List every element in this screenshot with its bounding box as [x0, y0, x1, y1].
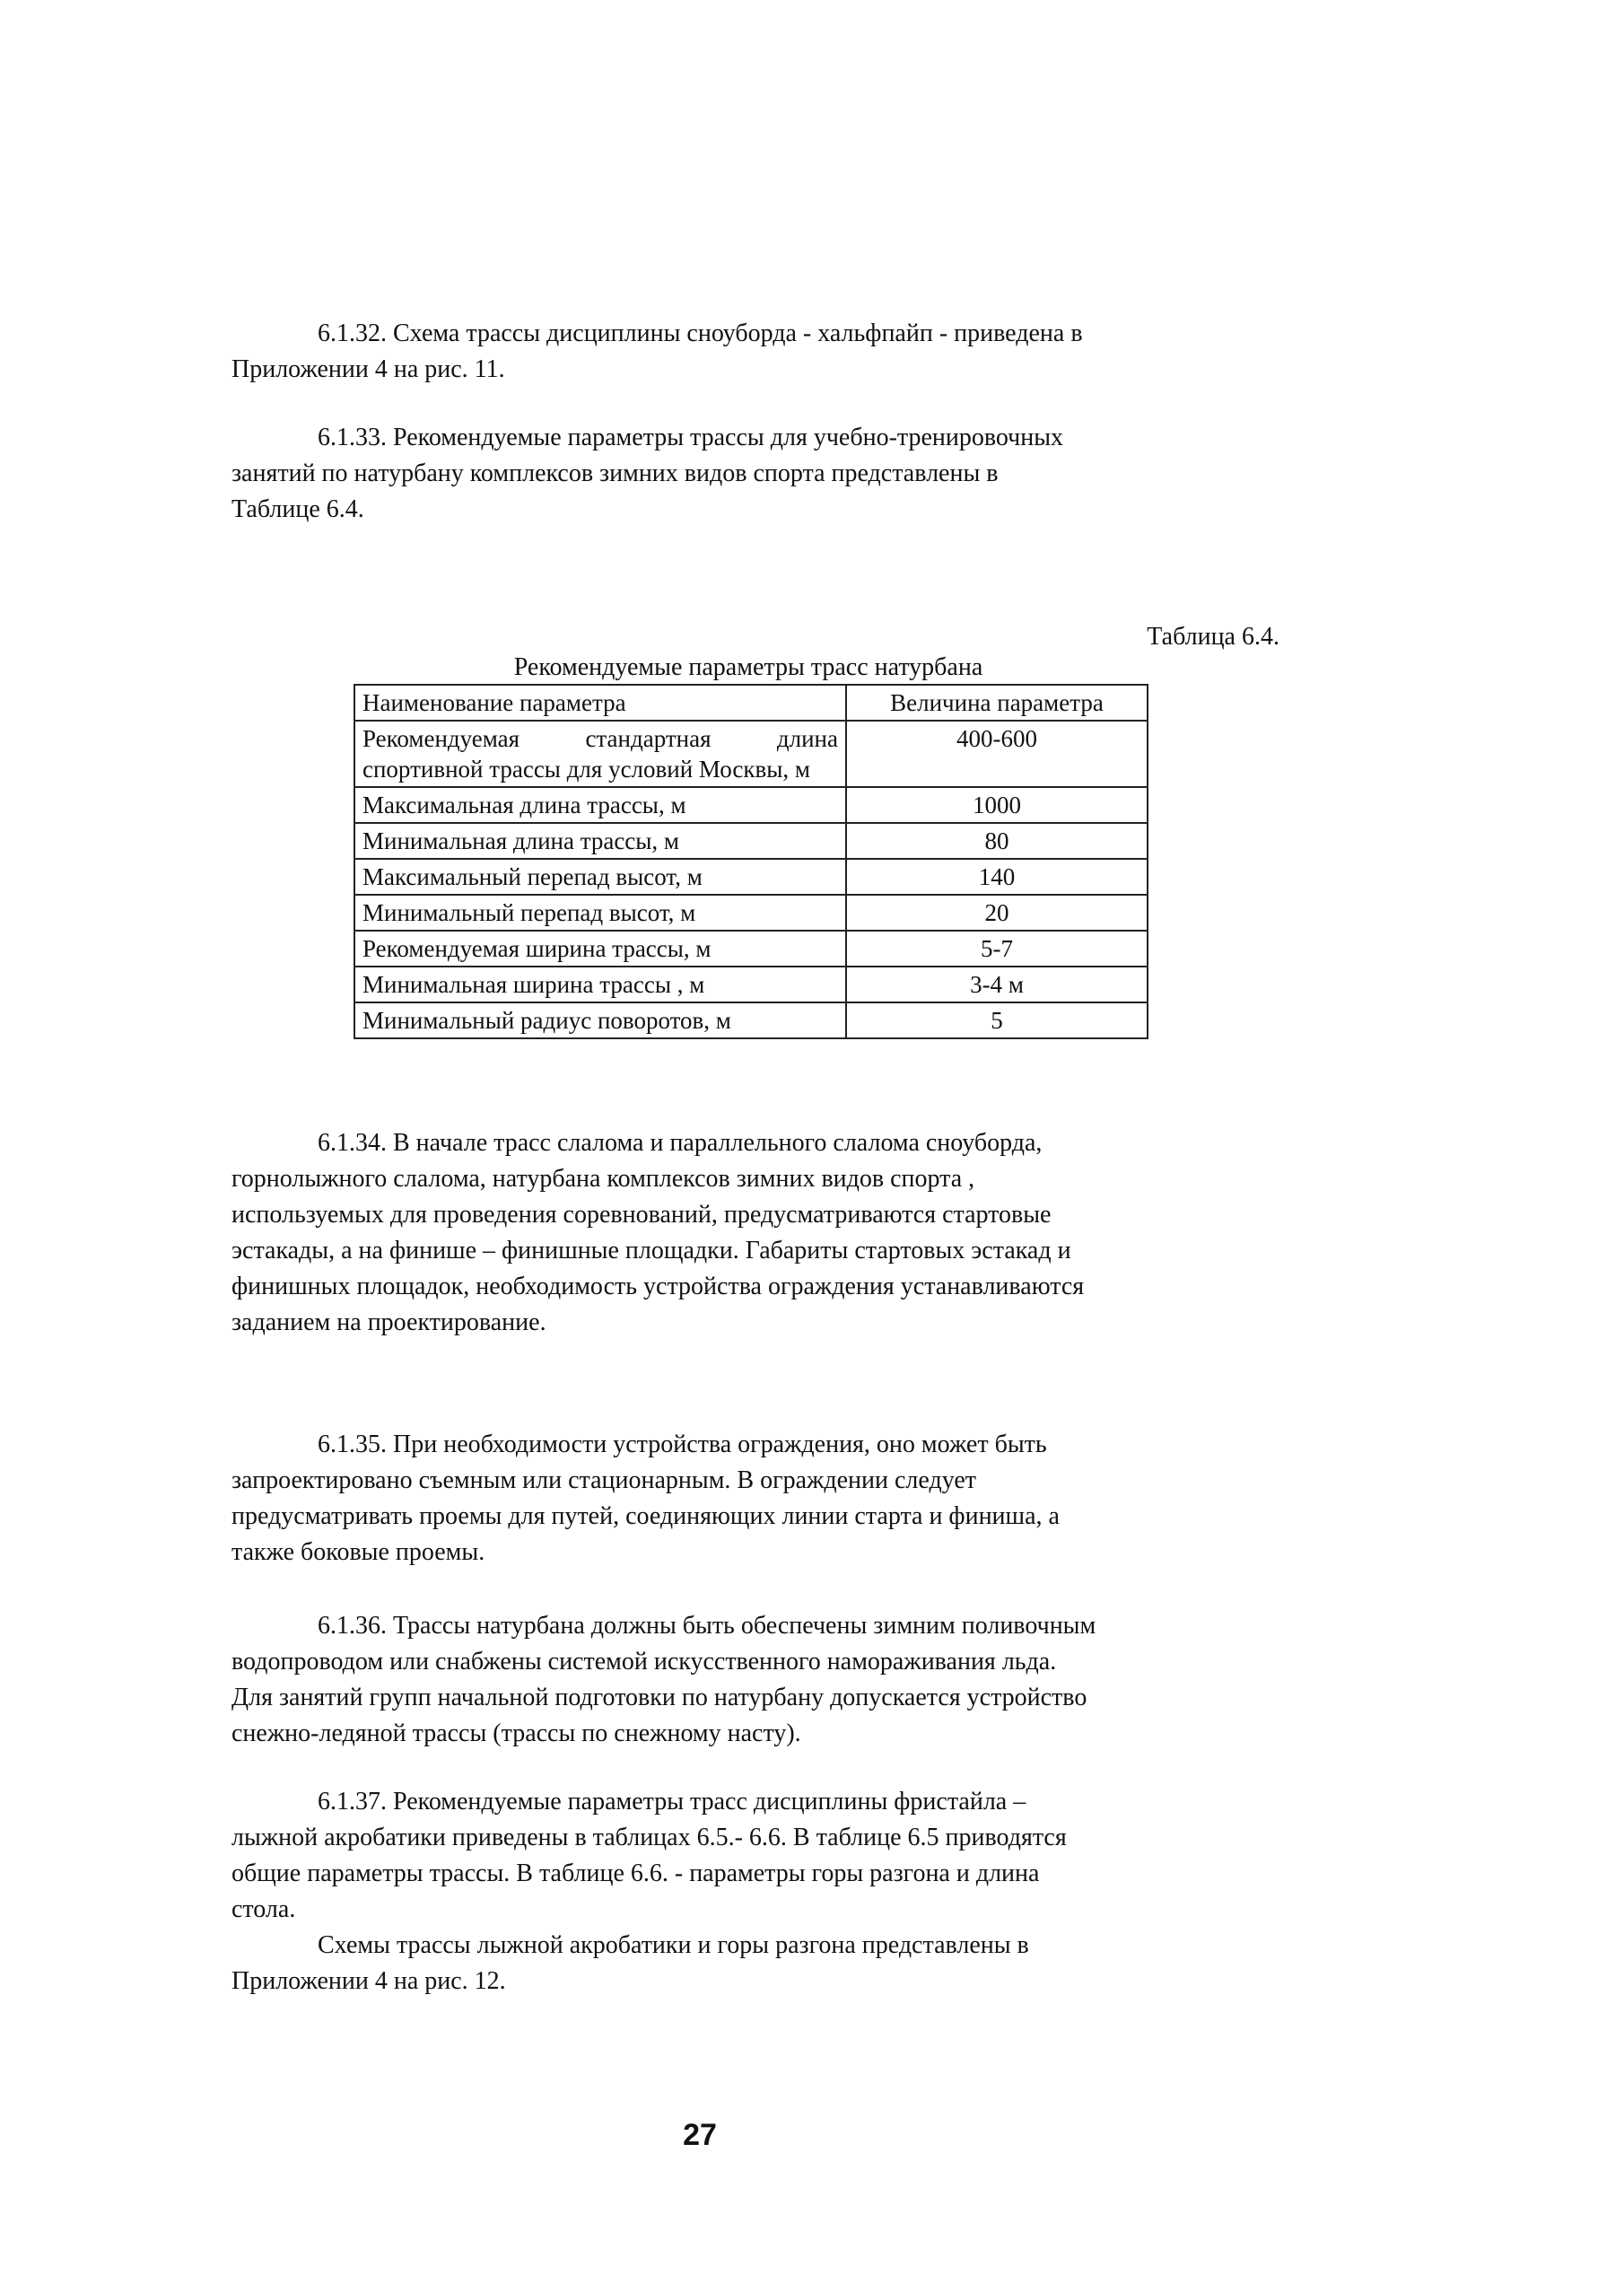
header-parameter-value: Величина параметра	[846, 685, 1148, 721]
parameters-table	[354, 684, 1148, 1039]
paragraph-line: лыжной акробатики приведены в таблицах 6.5.- 6.6. В таблице 6.5 приводятся	[231, 1824, 1067, 1851]
row-parameter-value: 1000	[846, 787, 1148, 823]
paragraph-line: Схемы трассы лыжной акробатики и горы разгона представлены в	[318, 1931, 1029, 1959]
table-header-row	[354, 685, 1148, 721]
table-row	[354, 931, 1148, 967]
paragraph-6-1-36	[231, 1608, 1279, 1752]
paragraph-6-1-33	[231, 420, 1279, 528]
row-parameter-name: Минимальный перепад высот, м	[354, 895, 846, 931]
table-row	[354, 787, 1148, 823]
table-row	[354, 823, 1148, 859]
page-number: 27	[683, 2118, 717, 2152]
paragraph-line: Для занятий групп начальной подготовки по натурбану допускается устройство	[231, 1684, 1087, 1711]
row-parameter-name: Минимальная ширина трассы , м	[354, 967, 846, 1002]
header-parameter-name: Наименование параметра	[354, 685, 846, 721]
row-parameter-value: 5-7	[846, 931, 1148, 967]
row-parameter-name: Рекомендуемая ширина трассы, м	[354, 931, 846, 967]
paragraph-line: занятий по натурбану комплексов зимних видов спорта представлены в	[231, 459, 999, 487]
table-row	[354, 721, 1148, 787]
table-row	[354, 967, 1148, 1002]
paragraph-6-1-37	[231, 1784, 1279, 1999]
table-caption: Рекомендуемые параметры трасс натурбана	[513, 653, 983, 681]
row-parameter-name: Максимальная длина трассы, м	[354, 787, 846, 823]
paragraph-line: 6.1.35. При необходимости устройства ограждения, оно может быть	[318, 1431, 1047, 1458]
paragraph-line: снежно-ледяной трассы (трассы по снежному насту).	[231, 1719, 801, 1747]
paragraph-line: Приложении 4 на рис. 11.	[231, 355, 505, 383]
row-parameter-name: Максимальный перепад высот, м	[354, 859, 846, 895]
row-parameter-value: 3-4 м	[846, 967, 1148, 1002]
row-parameter-name: Минимальный радиус поворотов, м	[354, 1002, 846, 1038]
table-row	[354, 895, 1148, 931]
paragraph-line: общие параметры трассы. В таблице 6.6. - параметры горы разгона и длина	[231, 1859, 1040, 1887]
paragraph-line: используемых для проведения соревнований, предусматриваются стартовые	[231, 1201, 1052, 1229]
row-parameter-name: Минимальная длина трассы, м	[354, 823, 846, 859]
paragraph-line: предусматривать проемы для путей, соединяющих линии старта и финиша, а	[231, 1502, 1060, 1530]
table-row	[354, 1002, 1148, 1038]
table-row	[354, 859, 1148, 895]
paragraph-6-1-35	[231, 1427, 1279, 1571]
row-parameter-value: 140	[846, 859, 1148, 895]
table-label: Таблица 6.4.	[1147, 623, 1279, 651]
paragraph-line: финишных площадок, необходимость устройства ограждения устанавливаются	[231, 1273, 1085, 1300]
paragraph-line: 6.1.36. Трассы натурбана должны быть обеспечены зимним поливочным	[318, 1612, 1096, 1640]
row-parameter-name: Рекомендуемая стандартная длина спортивной трассы для условий Москвы, м	[354, 721, 846, 787]
paragraph-line: запроектировано съемным или стационарным. В ограждении следует	[231, 1466, 976, 1494]
row-parameter-value: 20	[846, 895, 1148, 931]
row-parameter-value: 80	[846, 823, 1148, 859]
paragraph-line: 6.1.34. В начале трасс слалома и параллельного слалома сноуборда,	[318, 1129, 1043, 1157]
paragraph-line: Приложении 4 на рис. 12.	[231, 1967, 506, 1995]
paragraph-line: стола.	[231, 1895, 296, 1923]
row-parameter-value: 400-600	[846, 721, 1148, 787]
paragraph-line: заданием на проектирование.	[231, 1308, 546, 1336]
paragraph-6-1-34	[231, 1125, 1279, 1341]
row-parameter-value: 5	[846, 1002, 1148, 1038]
paragraph-line: 6.1.33. Рекомендуемые параметры трассы для учебно-тренировочных	[318, 424, 1064, 451]
paragraph-line: также боковые проемы.	[231, 1538, 485, 1566]
paragraph-line: горнолыжного слалома, натурбана комплексов зимних видов спорта ,	[231, 1165, 975, 1193]
paragraph-line: эстакады, а на финише – финишные площадки. Габариты стартовых эстакад и	[231, 1237, 1071, 1264]
paragraph-line: 6.1.32. Схема трассы дисциплины сноуборда - хальфпайп - приведена в	[318, 319, 1083, 347]
paragraph-line: водопроводом или снабжены системой искусственного намораживания льда.	[231, 1648, 1057, 1676]
paragraph-line: 6.1.37. Рекомендуемые параметры трасс дисциплины фристайла –	[318, 1788, 1026, 1816]
paragraph-6-1-32	[231, 316, 1279, 388]
paragraph-line: Таблице 6.4.	[231, 495, 364, 523]
